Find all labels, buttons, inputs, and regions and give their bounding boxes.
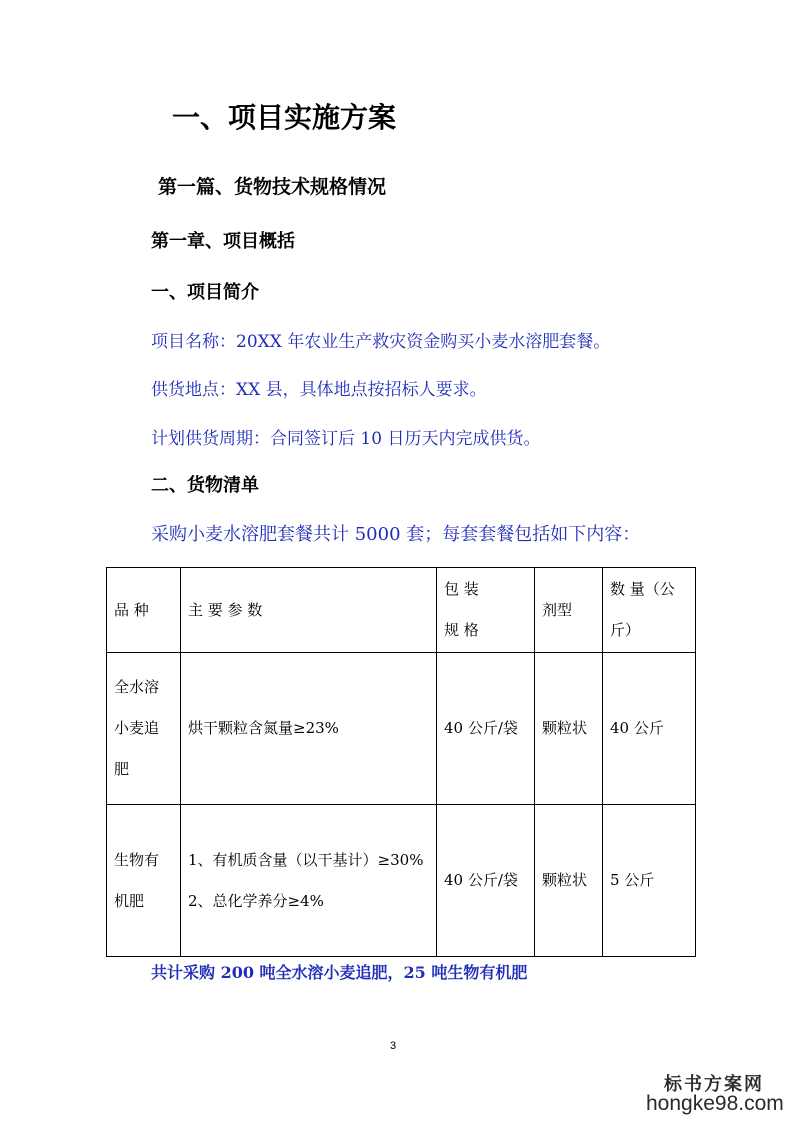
cell-variety: [107, 653, 181, 805]
table-row: [107, 805, 696, 957]
header-quantity-line1: 数 量（公: [610, 580, 675, 598]
param-line2: 2、总化学养分≥4%: [188, 891, 324, 910]
table-row: [107, 653, 696, 805]
page-number: 3: [390, 1040, 397, 1052]
cell-quantity: 40 公斤: [603, 653, 696, 805]
cell-quantity: 5 公斤: [603, 805, 696, 957]
delivery-location-line: 供货地点：XX 县，具体地点按招标人要求。: [151, 380, 487, 400]
header-package: [437, 568, 535, 653]
cell-params: [181, 805, 437, 957]
header-variety: 品 种: [107, 568, 181, 653]
param-line1: 烘干颗粒含氮量≥23%: [188, 719, 339, 737]
page-title: 一、项目实施方案: [172, 101, 397, 134]
watermark-cn: 标书方案网: [664, 1074, 764, 1095]
watermark-en: hongke98.com: [646, 1092, 784, 1115]
cell-form: 颗粒状: [535, 653, 603, 805]
header-package-line2: 规 格: [444, 621, 479, 639]
section-title-goods: 二、货物清单: [151, 475, 259, 496]
part-title: 第一篇、货物技术规格情况: [158, 176, 387, 198]
variety-line3: 肥: [114, 760, 130, 778]
cell-form: 颗粒状: [535, 805, 603, 957]
variety-line2: 机肥: [114, 891, 145, 910]
purchase-intro-line: 采购小麦水溶肥套餐共计 5000 套；每套套餐包括如下内容：: [151, 524, 641, 545]
cell-package: 40 公斤/袋: [437, 805, 535, 957]
delivery-period-line: 计划供货周期：合同签订后 10 日历天内完成供货。: [151, 429, 541, 449]
table-header-row: [107, 568, 696, 653]
cell-variety: [107, 805, 181, 957]
header-form: 剂型: [535, 568, 603, 653]
project-name-line: 项目名称：20XX 年农业生产救灾资金购买小麦水溶肥套餐。: [151, 332, 611, 352]
goods-table: [106, 567, 696, 957]
header-quantity: [603, 568, 696, 653]
header-params: 主 要 参 数: [181, 568, 437, 653]
variety-line1: 全水溶: [114, 678, 160, 696]
header-package-line1: 包 装: [444, 580, 479, 598]
purchase-summary: 共计采购 200 吨全水溶小麦追肥，25 吨生物有机肥: [151, 963, 528, 982]
variety-line2: 小麦追: [114, 719, 160, 737]
cell-package: 40 公斤/袋: [437, 653, 535, 805]
variety-line1: 生物有: [114, 850, 160, 869]
chapter-title: 第一章、项目概括: [151, 231, 295, 252]
section-title-intro: 一、项目简介: [151, 282, 259, 303]
param-line1: 1、有机质含量（以干基计）≥30%: [188, 850, 424, 869]
cell-params: [181, 653, 437, 805]
header-quantity-line2: 斤）: [610, 621, 641, 639]
